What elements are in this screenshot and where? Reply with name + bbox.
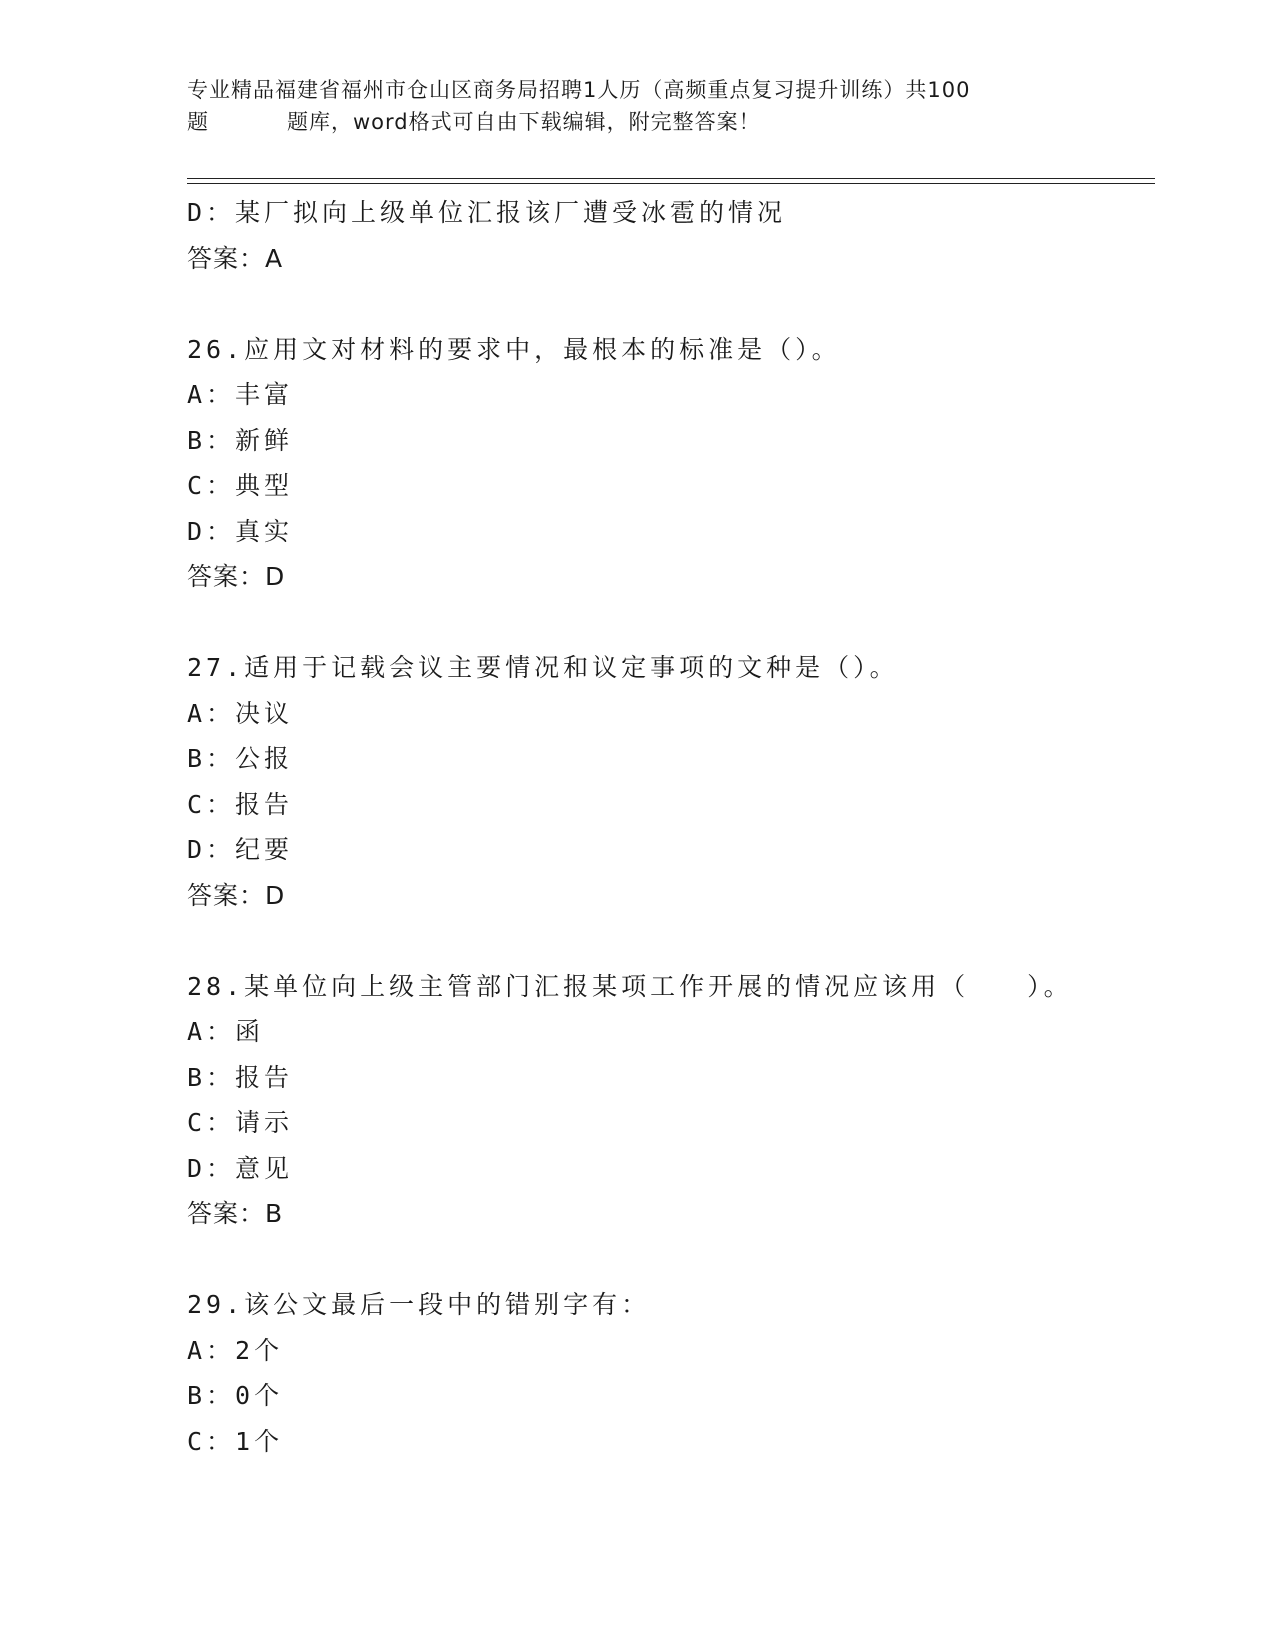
spacer <box>187 918 1147 964</box>
question-option: D：纪要 <box>187 835 294 864</box>
question-answer: 答案：D <box>187 880 286 910</box>
question-option: D：真实 <box>187 516 294 546</box>
spacer <box>187 281 1147 327</box>
question-option: A：函 <box>187 1017 265 1046</box>
header-title-line1: 专业精品福建省福州市仓山区商务局招聘1人历（高频重点复习提升训练）共100 <box>187 78 971 102</box>
question-option: B：新鲜 <box>187 425 294 455</box>
question-option: C：典型 <box>187 471 294 500</box>
question-option: B：0个 <box>187 1381 284 1410</box>
question-stem: 29.该公文最后一段中的错别字有： <box>187 1290 651 1319</box>
header-line2-lead: 题 <box>187 110 209 134</box>
question-stem: 28.某单位向上级主管部门汇报某项工作开展的情况应该用（ ）。 <box>187 971 1073 1001</box>
document-header <box>187 74 1087 138</box>
question-stem: 27.适用于记载会议主要情况和议定事项的文种是（）。 <box>187 653 899 682</box>
spacer <box>187 1237 1147 1283</box>
question-stem: 26.应用文对材料的要求中，最根本的标准是（）。 <box>187 334 841 364</box>
question-option: C：1个 <box>187 1426 284 1456</box>
question-answer: 答案：B <box>187 1199 284 1228</box>
question-option: B：报告 <box>187 1062 294 1092</box>
question-option: C：报告 <box>187 789 294 819</box>
question-27 <box>187 645 1147 918</box>
header-divider-top <box>187 178 1155 179</box>
header-line2-rest: 题库，word格式可自由下载编辑，附完整答案！ <box>287 110 761 134</box>
question-25-tail <box>187 190 1147 281</box>
question-option: D：某厂拟向上级单位汇报该厂遭受冰雹的情况 <box>187 198 787 227</box>
header-divider-bottom <box>187 183 1155 184</box>
question-29 <box>187 1282 1147 1464</box>
question-26 <box>187 327 1147 600</box>
question-28 <box>187 964 1147 1237</box>
question-option: B：公报 <box>187 744 294 773</box>
question-list <box>187 190 1147 1464</box>
spacer <box>187 600 1147 646</box>
question-option: D：意见 <box>187 1153 294 1183</box>
question-option: C：请示 <box>187 1108 294 1137</box>
question-answer: 答案：D <box>187 562 286 591</box>
question-option: A：丰富 <box>187 380 294 409</box>
question-option: A：2个 <box>187 1335 284 1365</box>
header-title-line2 <box>187 106 1087 138</box>
question-option: A：决议 <box>187 698 294 728</box>
question-answer: 答案：A <box>187 243 284 273</box>
